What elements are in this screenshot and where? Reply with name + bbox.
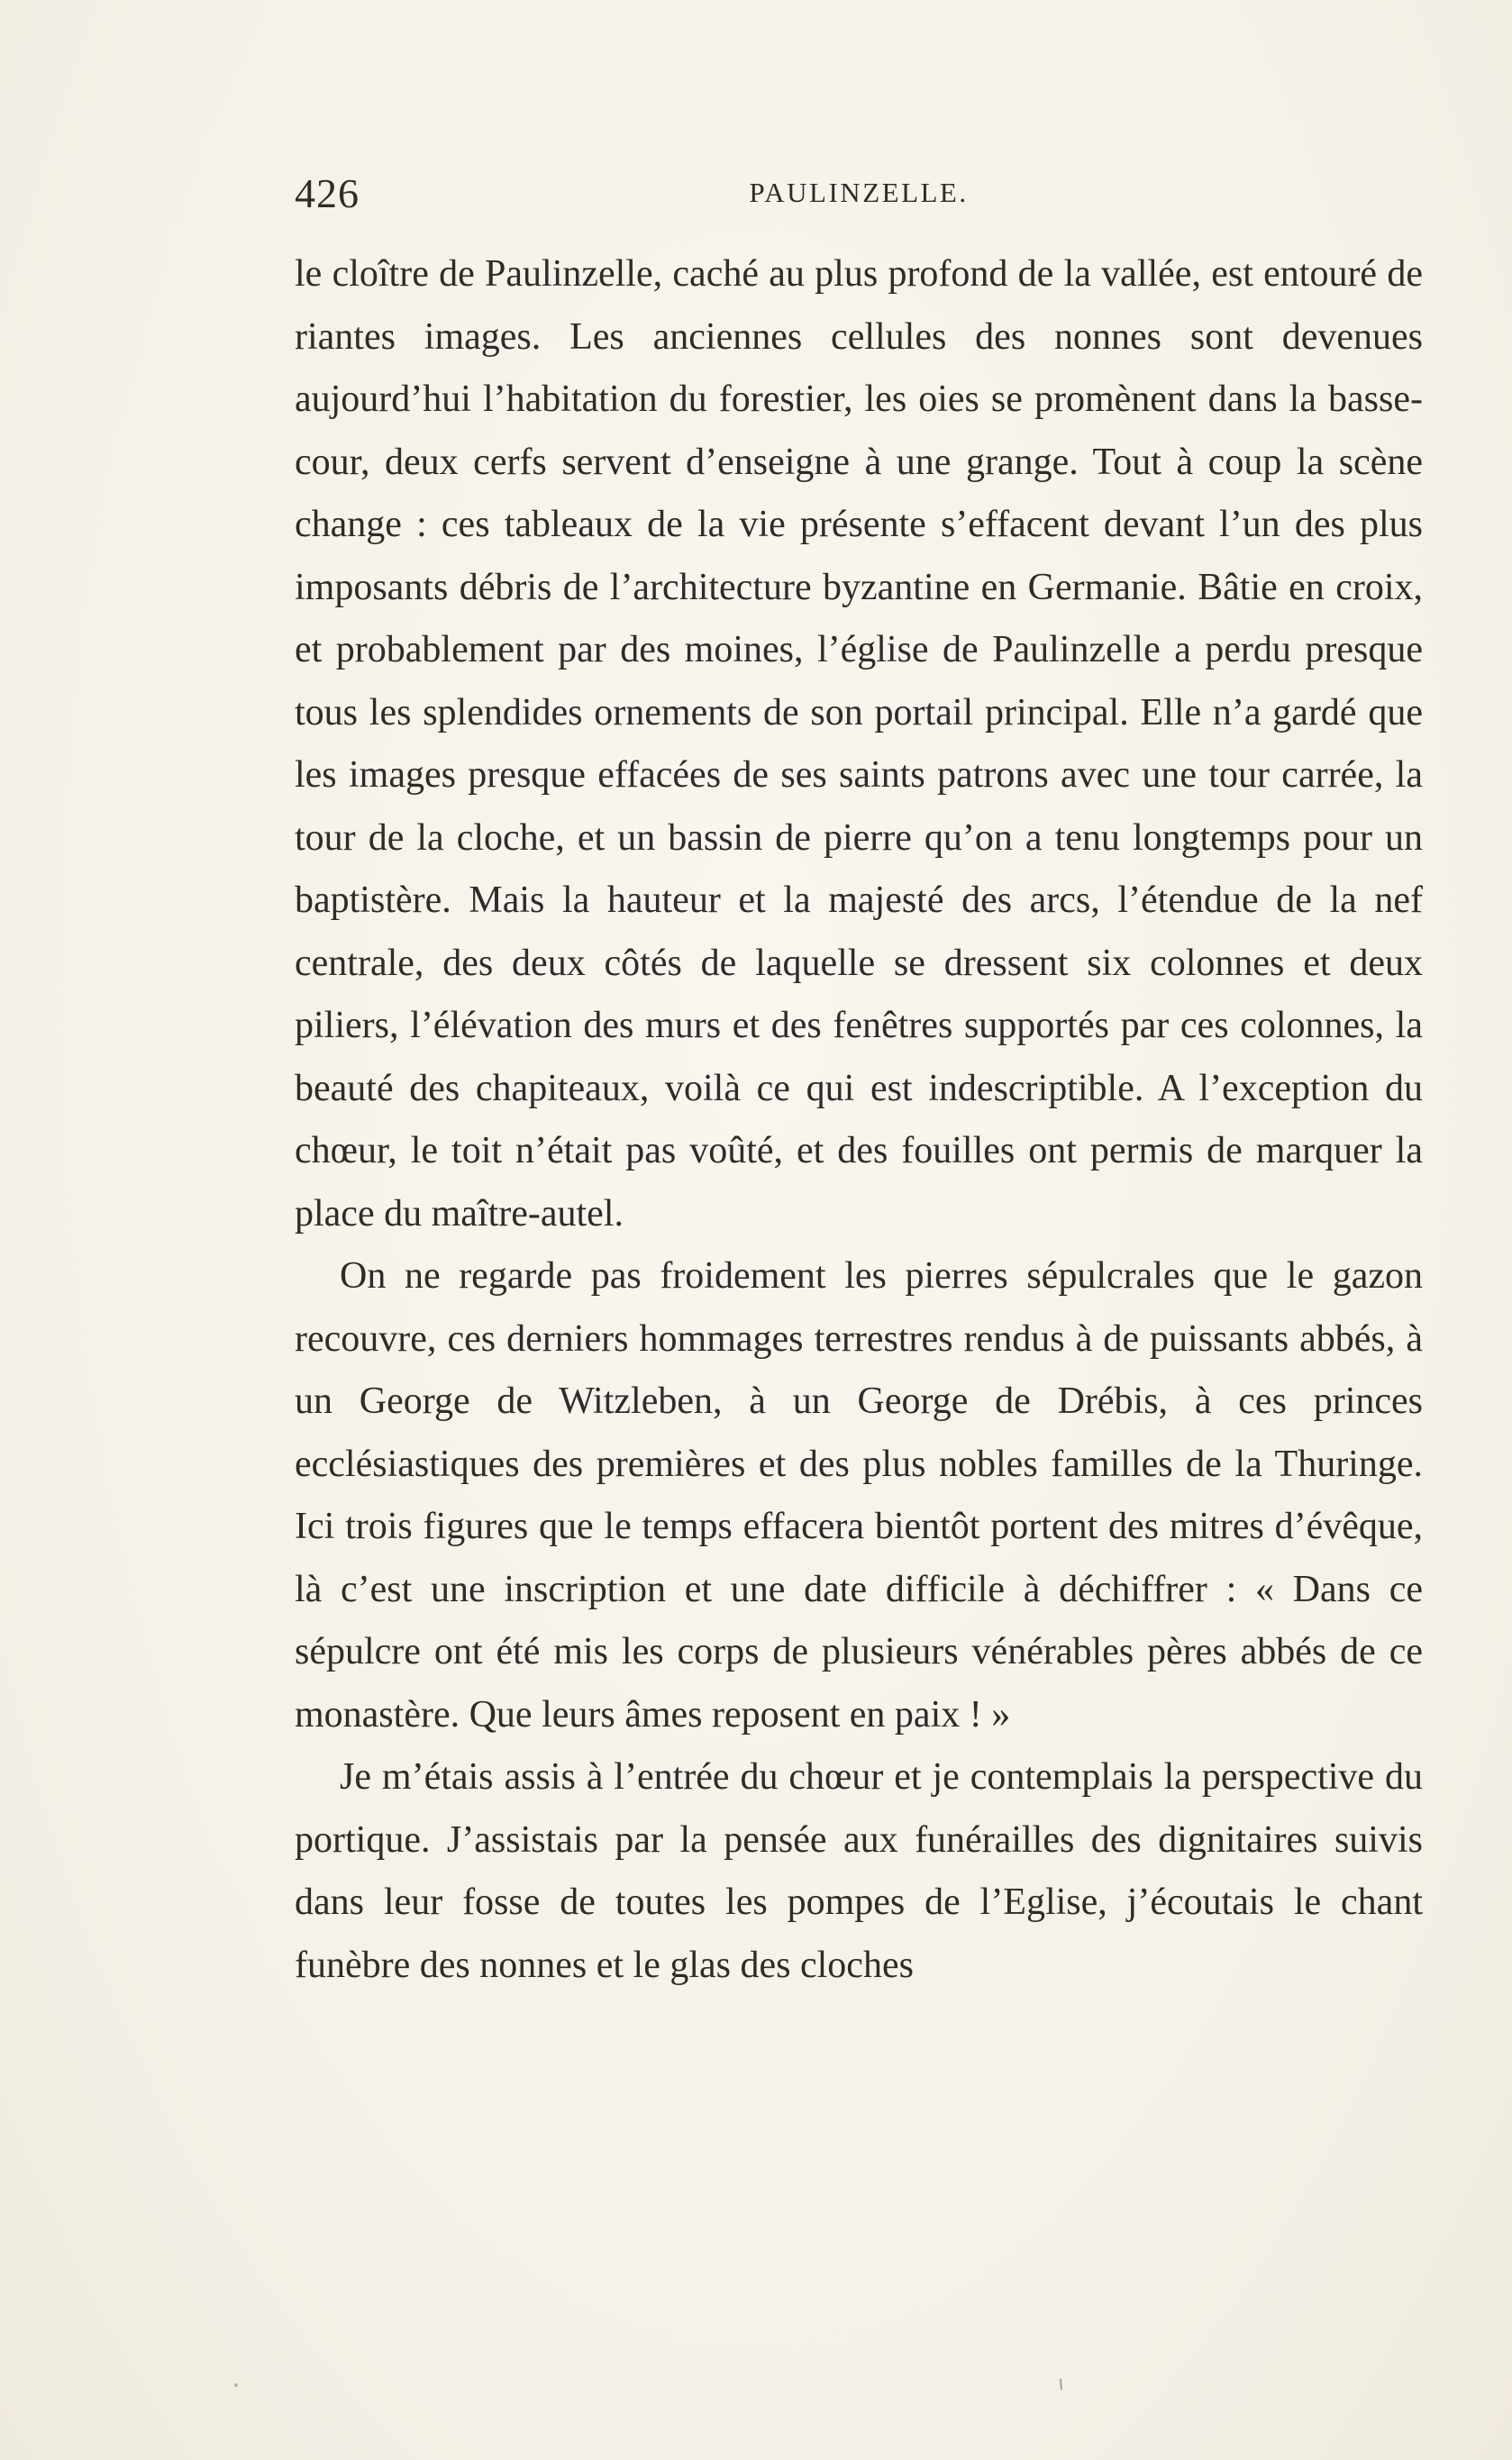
body-text <box>295 243 1423 1997</box>
paragraph-3: Je m’étais assis à l’entrée du chœur et je contemplais la perspective du portique. J’assistais par la pensée aux funérailles des dignitaires suivis dans leur fosse de toutes les pompes de l’Eglise, j’écoutais le chant funèbre des nonnes et le glas des cloches <box>295 1756 1423 1986</box>
paragraph-1: le cloître de Paulinzelle, caché au plus profond de la vallée, est entouré de riantes images. Les anciennes cellules des nonnes sont devenues aujourd’hui l’habitation du forestier, les oies se promènent dans la basse-cour, deux cerfs servent d’enseigne à une grange. Tout à coup la scène change : ces tableaux de la vie présente s’effacent devant l’un des plus imposants débris de l’architecture byzantine en Germanie. Bâtie en croix, et probablement par des moines, l’église de Paulinzelle a perdu presque tous les splendides ornements de son portail principal. Elle n’a gardé que les images presque effacées de ses saints patrons avec une tour carrée, la tour de la cloche, et un bassin de pierre qu’on a tenu longtemps pour un baptistère. Mais la hauteur et la majesté des arcs, l’étendue de la nef centrale, des deux côtés de laquelle se dressent six colonnes et deux piliers, l’élévation des murs et des fenêtres supportés par ces colonnes, la beauté des chapiteaux, voilà ce qui est indescriptible. A l’exception du chœur, le toit n’était pas voûté, et des fouilles ont permis de marquer la place du maître-autel. <box>295 253 1423 1235</box>
running-title: PAULINZELLE. <box>749 177 969 208</box>
page-header <box>295 169 1423 223</box>
page-number: 426 <box>295 170 360 216</box>
paper-speck <box>234 2383 238 2387</box>
paragraph-2: On ne regarde pas froidement les pierres sépulcrales que le gazon recouvre, ces derniers hommages terrestres rendus à de puissants abbés, à un George de Witzleben, à un George de Drébis, à ces princes ecclésiastiques des premières et des plus nobles familles de la Thuringe. Ici trois figures que le temps effacera bientôt portent des mitres d’évêque, là c’est une inscription et une date difficile à déchiffrer : « Dans ce sépulcre ont été mis les corps de plusieurs vénérables pères abbés de ce monastère. Que leurs âmes reposent en paix ! » <box>295 1255 1423 1736</box>
